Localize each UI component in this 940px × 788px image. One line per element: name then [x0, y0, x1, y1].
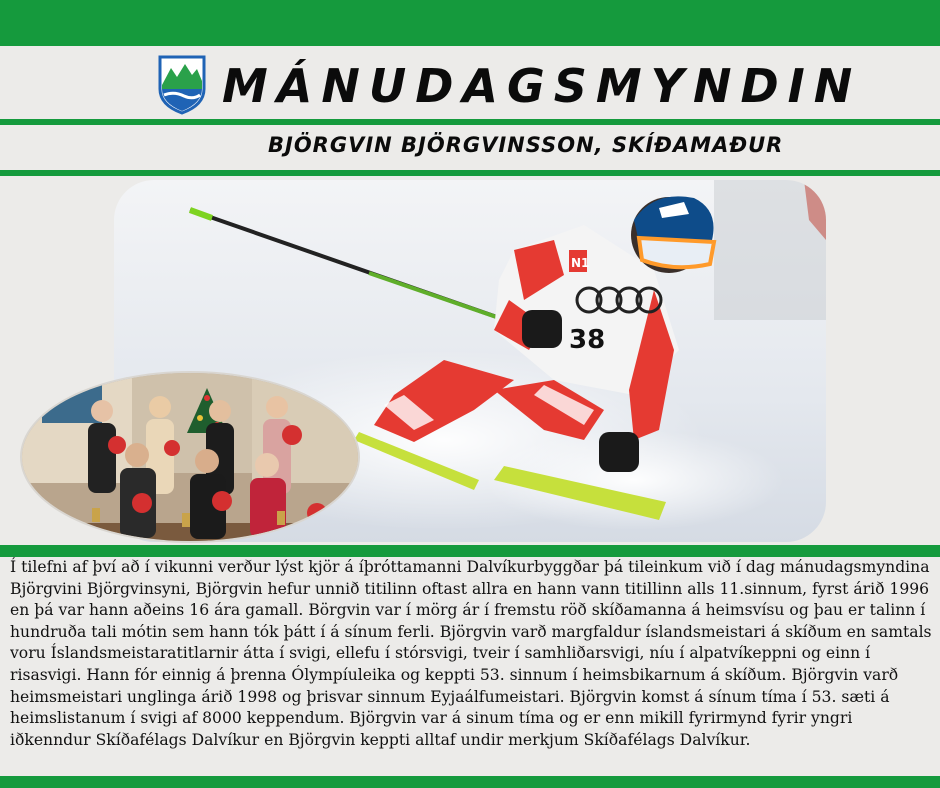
page-title: MÁNUDAGSMYNDIN — [222, 59, 862, 113]
dalvik-crest-icon — [158, 55, 206, 115]
sponsor-logo: N1 — [571, 256, 590, 270]
divider-line — [0, 119, 940, 125]
page-subtitle: BJÖRGVIN BJÖRGVINSSON, SKÍÐAMAÐUR — [268, 133, 784, 157]
bib-number: 38 — [569, 325, 606, 355]
group-photo — [20, 371, 360, 543]
divider-line — [0, 170, 940, 176]
article-body: Í tilefni af því að í vikunni verður lýst kjör á íþróttamanni Dalvíkurbyggðar þá tileinkum við í dag mánudagsmyndina Björgvini Björgvinsyni, Björgvin hefur unnið titilinn oftast allra en hann vann titillinn alls 11.sinnum, fyrst árið 1996 en þá var hann aðeins 16 ára gamall. Börgvin var í mörg ár í fremstu röð skíðamanna á heimsvísu og þau er talinn í hundruða tali mótin sem hann tók þátt í á sínum ferli. Björgvin varð margfaldur íslandsmeistari á skíðum en samtals voru Íslandsmeistaratitlarnir átta í svigi, ellefu í stórsvigi, tveir í samhliðarsvigi, níu í alpatvíkeppni og einn í risasvigi. Hann fór einnig á þrenna Ólympíuleika og keppti 53. sinnum í heimsbikarnum á skíðum. Björgvin varð heimsmeistari unglinga árið 1998 og þrisvar sinnum Eyjaálfumeistari. Björgvin komst á sínum tíma í 53. sæti á heimslistanum í svigi af 8000 keppendum. Björgvin var á sinum tíma og er enn mikill fyrirmynd fyrir yngri iðkenndur Skíðafélags Dalvíkur en Björgvin keppti alltaf undir merkjum Skíðafélags Dalvíkur. — [10, 558, 932, 749]
footer-green-bar — [0, 776, 940, 788]
top-green-bar — [0, 0, 940, 46]
divider-band — [0, 545, 940, 557]
